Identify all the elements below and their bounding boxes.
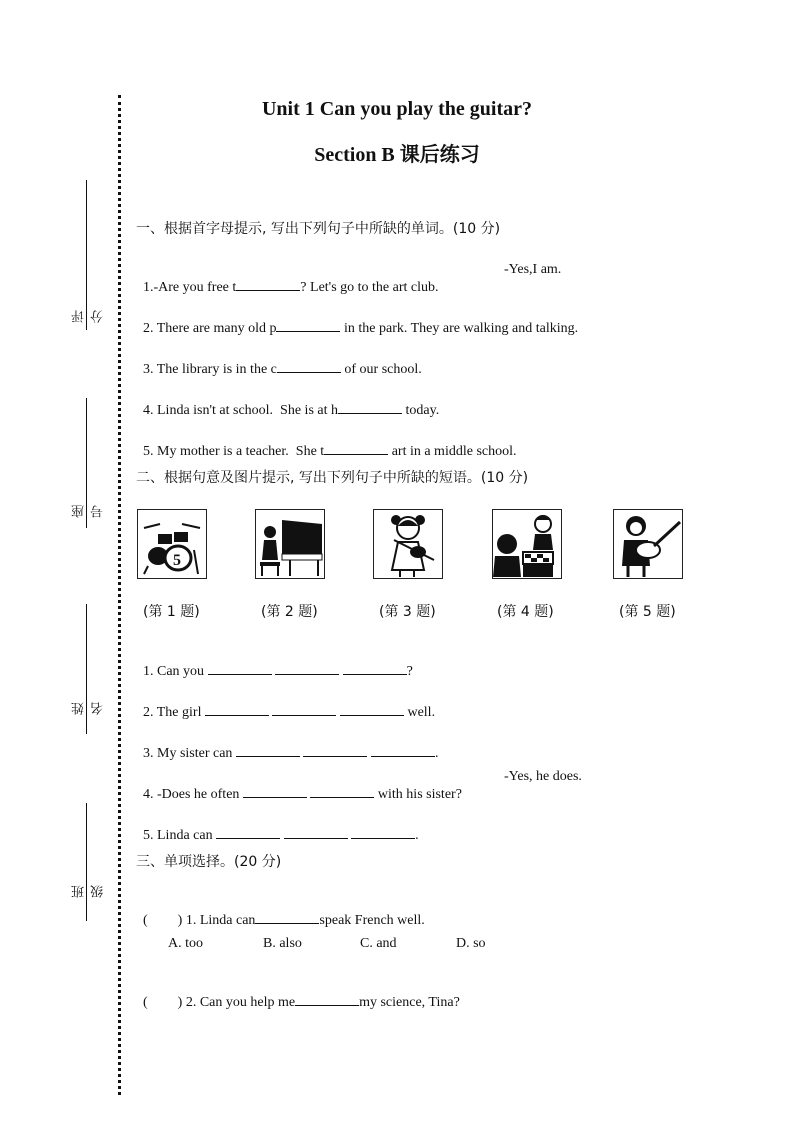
answer-blank[interactable] <box>284 826 348 839</box>
question-text: 5. My mother is a teacher. She t <box>143 444 325 459</box>
drums-icon <box>137 509 207 579</box>
part3-question-2 <box>136 977 460 1011</box>
question-text: well. <box>403 705 436 720</box>
question-text: ) 1. Linda can <box>177 913 256 928</box>
question-text: . <box>434 746 439 761</box>
caption-5: (第 5 题) <box>619 604 676 620</box>
question-text: 5. Linda can <box>143 828 213 843</box>
question-text: 1.-Are you free t <box>143 280 237 295</box>
answer-blank[interactable] <box>310 785 374 798</box>
part1-question-2 <box>136 303 578 337</box>
question-text: 4. Linda isn't at school. She is at h <box>143 403 339 418</box>
answer-blank[interactable] <box>340 703 404 716</box>
section-title: Section B 课后练习 <box>314 144 480 166</box>
name-label: 姓名 <box>72 702 106 715</box>
part2-heading: 二、根据句意及图片提示, 写出下列句子中所缺的短语。(10 分) <box>136 470 529 486</box>
question-text: art in a middle school. <box>388 444 517 459</box>
chess-icon <box>492 509 562 579</box>
part1-question-5 <box>136 426 517 460</box>
question-text: ) 2. Can you help me <box>177 995 296 1010</box>
answer-blank[interactable] <box>216 826 280 839</box>
part3-heading: 三、单项选择。(20 分) <box>136 854 282 870</box>
part2-question-3 <box>136 728 438 762</box>
unit-title: Unit 1 Can you play the guitar? <box>261 98 533 120</box>
option-d: D. so <box>456 936 486 951</box>
question-text: 3. The library is in the c <box>143 362 277 377</box>
question-text: ? <box>406 664 413 679</box>
binding-dotted-line <box>118 95 121 1095</box>
piano-icon <box>255 509 325 579</box>
answer-blank[interactable] <box>243 785 307 798</box>
answer-blank[interactable] <box>236 278 300 291</box>
option-b: B. also <box>263 936 302 951</box>
answer-blank[interactable] <box>276 319 340 332</box>
answer-blank[interactable] <box>208 662 272 675</box>
option-c: C. and <box>360 936 397 951</box>
part2-question-4-answer: -Yes, he does. <box>504 769 582 784</box>
question-text: 4. -Does he often <box>143 787 240 802</box>
question-text: of our school. <box>340 362 422 377</box>
answer-blank[interactable] <box>272 703 336 716</box>
answer-paren[interactable] <box>148 912 178 924</box>
question-text: in the park. They are walking and talking. <box>340 321 579 336</box>
answer-blank[interactable] <box>371 744 435 757</box>
violin-icon <box>373 509 443 579</box>
part2-question-1 <box>136 646 413 680</box>
guitar-icon <box>613 509 683 579</box>
answer-paren[interactable] <box>148 994 178 1006</box>
class-label: 班级 <box>72 885 106 898</box>
answer-blank[interactable] <box>338 401 402 414</box>
part2-question-4 <box>136 769 462 803</box>
caption-2: (第 2 题) <box>261 604 318 620</box>
question-text: with his sister? <box>374 787 462 802</box>
question-text: . <box>415 828 419 843</box>
question-text: speak French well. <box>319 913 425 928</box>
svg-text:5: 5 <box>173 552 181 569</box>
part1-question-1 <box>136 262 439 296</box>
caption-1: (第 1 题) <box>143 604 200 620</box>
answer-blank <box>295 993 359 1006</box>
answer-blank <box>255 911 319 924</box>
answer-blank[interactable] <box>351 826 415 839</box>
answer-blank[interactable] <box>275 662 339 675</box>
part2-question-2 <box>136 687 435 721</box>
answer-blank[interactable] <box>205 703 269 716</box>
part1-question-3 <box>136 344 422 378</box>
caption-3: (第 3 题) <box>379 604 436 620</box>
question-text: 2. There are many old p <box>143 321 277 336</box>
option-a: A. too <box>168 936 203 951</box>
question-text: ? Let's go to the art club. <box>300 280 439 295</box>
question-text: my science, Tina? <box>359 995 460 1010</box>
part1-question-1-answer: -Yes,I am. <box>504 262 562 277</box>
part1-question-4 <box>136 385 439 419</box>
answer-blank[interactable] <box>236 744 300 757</box>
score-label: 评分 <box>72 310 106 323</box>
answer-blank[interactable] <box>277 360 341 373</box>
class-line[interactable] <box>86 803 87 921</box>
part1-heading: 一、根据首字母提示, 写出下列句子中所缺的单词。(10 分) <box>136 221 501 237</box>
part3-question-1 <box>136 895 425 929</box>
answer-blank[interactable] <box>303 744 367 757</box>
paren-open: ( <box>143 913 148 928</box>
paren-open: ( <box>143 995 148 1010</box>
caption-4: (第 4 题) <box>497 604 554 620</box>
question-text: 3. My sister can <box>143 746 233 761</box>
answer-blank[interactable] <box>324 442 388 455</box>
part2-question-5 <box>136 810 419 844</box>
question-text: 1. Can you <box>143 664 205 679</box>
score-line[interactable] <box>86 180 87 330</box>
answer-blank[interactable] <box>343 662 407 675</box>
question-text: 2. The girl <box>143 705 202 720</box>
question-text: today. <box>402 403 440 418</box>
seat-number-label: 座号 <box>72 505 106 518</box>
